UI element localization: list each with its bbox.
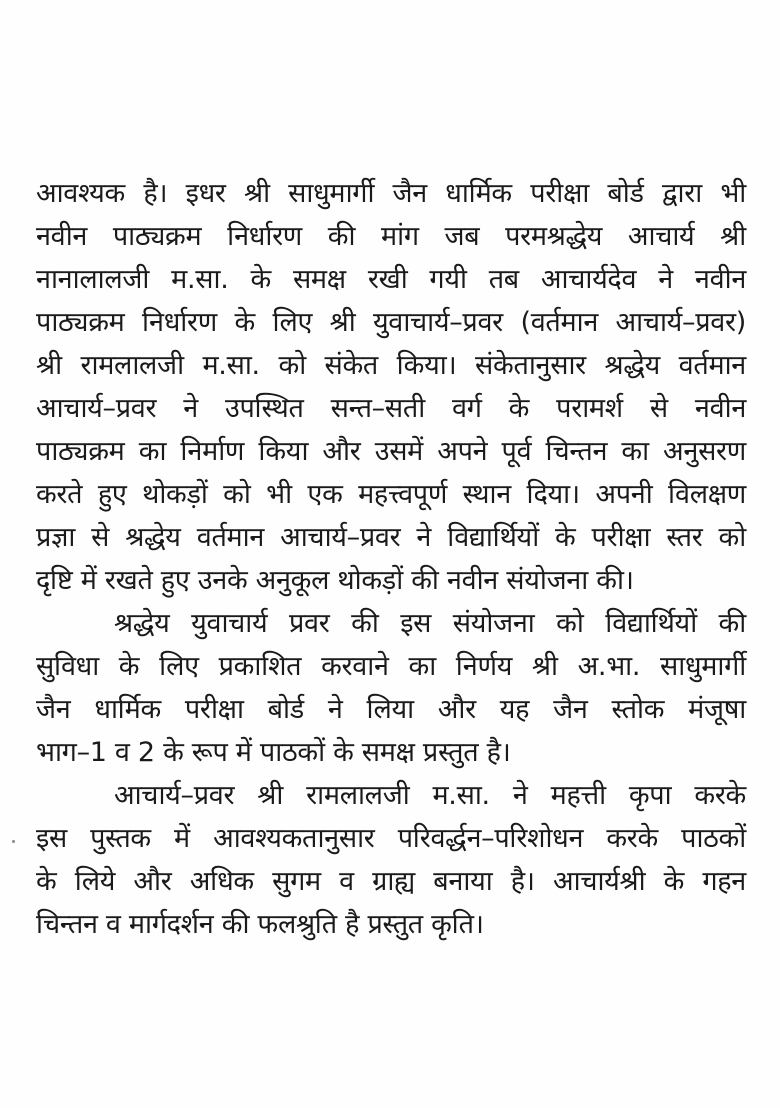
text-line: नानालालजी म.सा. के समक्ष रखी गयी तब आचार्यदेव ने नवीन (36, 264, 746, 295)
text-line: आचार्य–प्रवर ने उपस्थित सन्त–सती वर्ग के परामर्श से नवीन (36, 393, 746, 424)
text-line: आवश्यक है। इधर श्री साधुमार्गी जैन धार्मिक परीक्षा बोर्ड द्वारा भी (36, 178, 746, 209)
text-line: आचार्य–प्रवर श्री रामलालजी म.सा. ने महत्ती कृपा करके (114, 780, 746, 811)
text-line: श्री रामलालजी म.सा. को संकेत किया। संकेतानुसार श्रद्धेय वर्तमान (36, 350, 746, 381)
text-line: इस पुस्तक में आवश्यकतानुसार परिवर्द्धन–परिशोधन करके पाठकों (36, 823, 746, 854)
paragraph-1 (36, 172, 746, 602)
text-line: पाठ्यक्रम निर्धारण के लिए श्री युवाचार्य–प्रवर (वर्तमान आचार्य–प्रवर) (36, 307, 746, 338)
paragraph-2 (36, 602, 746, 774)
text-line: के लिये और अधिक सुगम व ग्राह्य बनाया है। आचार्यश्री के गहन (36, 866, 746, 897)
scan-speck (12, 840, 15, 843)
text-line: पाठ्यक्रम का निर्माण किया और उसमें अपने पूर्व चिन्तन का अनुसरण (36, 436, 746, 467)
body-text (36, 172, 746, 946)
text-line: करते हुए थोकड़ों को भी एक महत्त्वपूर्ण स्थान दिया। अपनी विलक्षण (36, 479, 746, 510)
text-line: भाग–1 व 2 के रूप में पाठकों के समक्ष प्रस्तुत है। (36, 737, 511, 768)
text-line: दृष्टि में रखते हुए उनके अनुकूल थोकड़ों की नवीन संयोजना की। (36, 565, 634, 596)
text-line: नवीन पाठ्यक्रम निर्धारण की मांग जब परमश्रद्धेय आचार्य श्री (36, 221, 746, 252)
text-line: सुविधा के लिए प्रकाशित करवाने का निर्णय श्री अ.भा. साधुमार्गी (36, 651, 746, 682)
text-line: जैन धार्मिक परीक्षा बोर्ड ने लिया और यह जैन स्तोक मंजूषा (36, 694, 746, 725)
text-line: चिन्तन व मार्गदर्शन की फलश्रुति है प्रस्तुत कृति। (36, 909, 484, 940)
paragraph-3 (36, 774, 746, 946)
text-line: प्रज्ञा से श्रद्धेय वर्तमान आचार्य–प्रवर ने विद्यार्थियों के परीक्षा स्तर को (36, 522, 746, 553)
text-line: श्रद्धेय युवाचार्य प्रवर की इस संयोजना को विद्यार्थियों की (114, 608, 746, 639)
